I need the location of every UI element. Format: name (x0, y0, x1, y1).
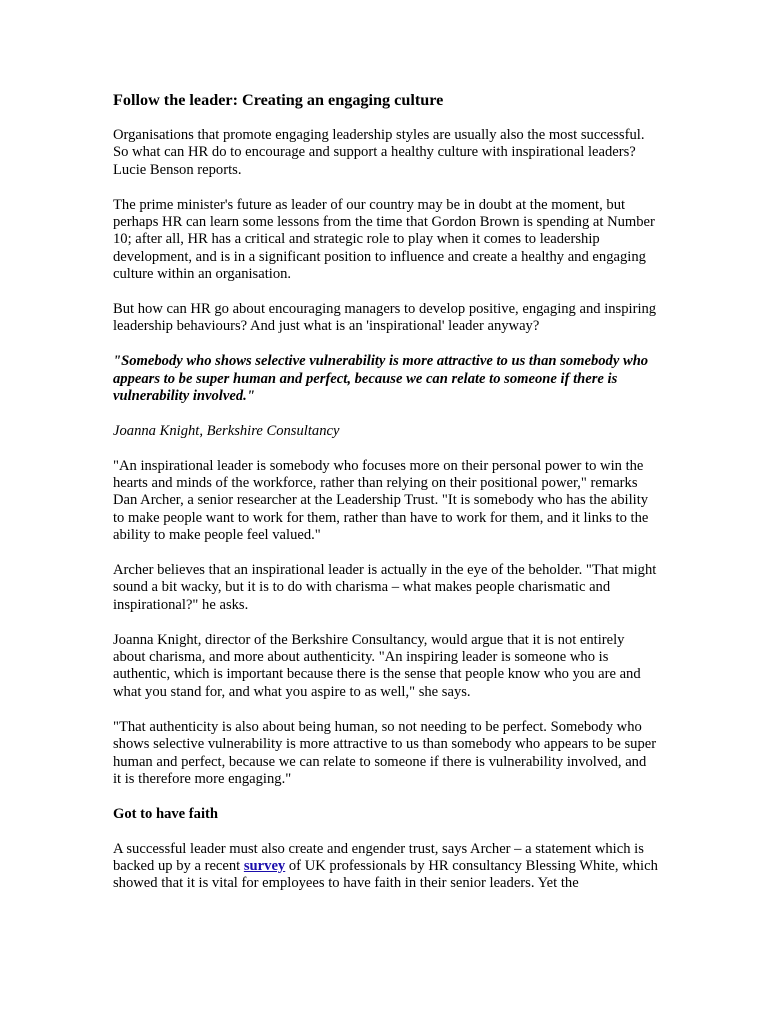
paragraph-6: "That authenticity is also about being human, so not needing to be perfect. Somebody who shows selective vulnerability is more attractive to us than somebody who appears to be super human and perfect, because we can relate to someone if there is vulnerability involved, and it is therefore more engaging." (113, 718, 657, 787)
paragraph-1: The prime minister's future as leader of our country may be in doubt at the moment, but perhaps HR can learn some lessons from the time that Gordon Brown is spending at Number 10; after all, HR has a critical and strategic role to play when it comes to leadership development, and is in a significant position to influence and create a healthy and engaging culture within an organisation. (113, 196, 655, 283)
paragraph-7-text-after: of UK professionals by HR consultancy Blessing White, which showed that it is vital for employees to have faith in their senior leaders. Yet the (113, 857, 658, 892)
paragraph-3: "An inspirational leader is somebody who focuses more on their personal power to win the hearts and minds of the workforce, rather than relying on their positional power," remarks Dan Archer, a senior researcher at the Leadership Trust. "It is somebody who has the ability to make people want to work for them, rather than have to work for them, and it links to the ability to make people feel valued." (113, 457, 649, 544)
article (113, 90, 658, 910)
paragraph-7-text-before: A successful leader must also create and engender trust, says Archer – a statement which is backed up by a recent (113, 840, 644, 874)
section-subhead: Got to have faith (113, 805, 218, 822)
standfirst: Organisations that promote engaging leadership styles are usually also the most successful. So what can HR do to encourage and support a healthy culture with inspirational leaders? Lucie Benson reports. (113, 127, 645, 178)
pull-quote: "Somebody who shows selective vulnerability is more attractive to us than somebody who appears to be super human and perfect, because we can relate to someone if there is vulnerability involved." (113, 353, 649, 405)
article-title: Follow the leader: Creating an engaging culture (113, 91, 444, 109)
paragraph-5: Joanna Knight, director of the Berkshire Consultancy, would argue that it is not entirely about charisma, and more about authenticity. "An inspiring leader is someone who is authentic, which is important because there is the sense that people know who you are and what you stand for, and what you aspire to as well," she says. (113, 631, 641, 700)
quote-attribution: Joanna Knight, Berkshire Consultancy (113, 422, 340, 439)
survey-link[interactable]: survey (243, 857, 286, 874)
paragraph-2: But how can HR go about encouraging managers to develop positive, engaging and inspiring leadership behaviours? And just what is an 'inspirational' leader anyway? (113, 301, 657, 335)
paragraph-4: Archer believes that an inspirational leader is actually in the eye of the beholder. "That might sound a bit wacky, but it is to do with charisma – what makes people charismatic and inspirational?" he asks. (113, 562, 657, 613)
paragraph-7 (113, 841, 658, 893)
